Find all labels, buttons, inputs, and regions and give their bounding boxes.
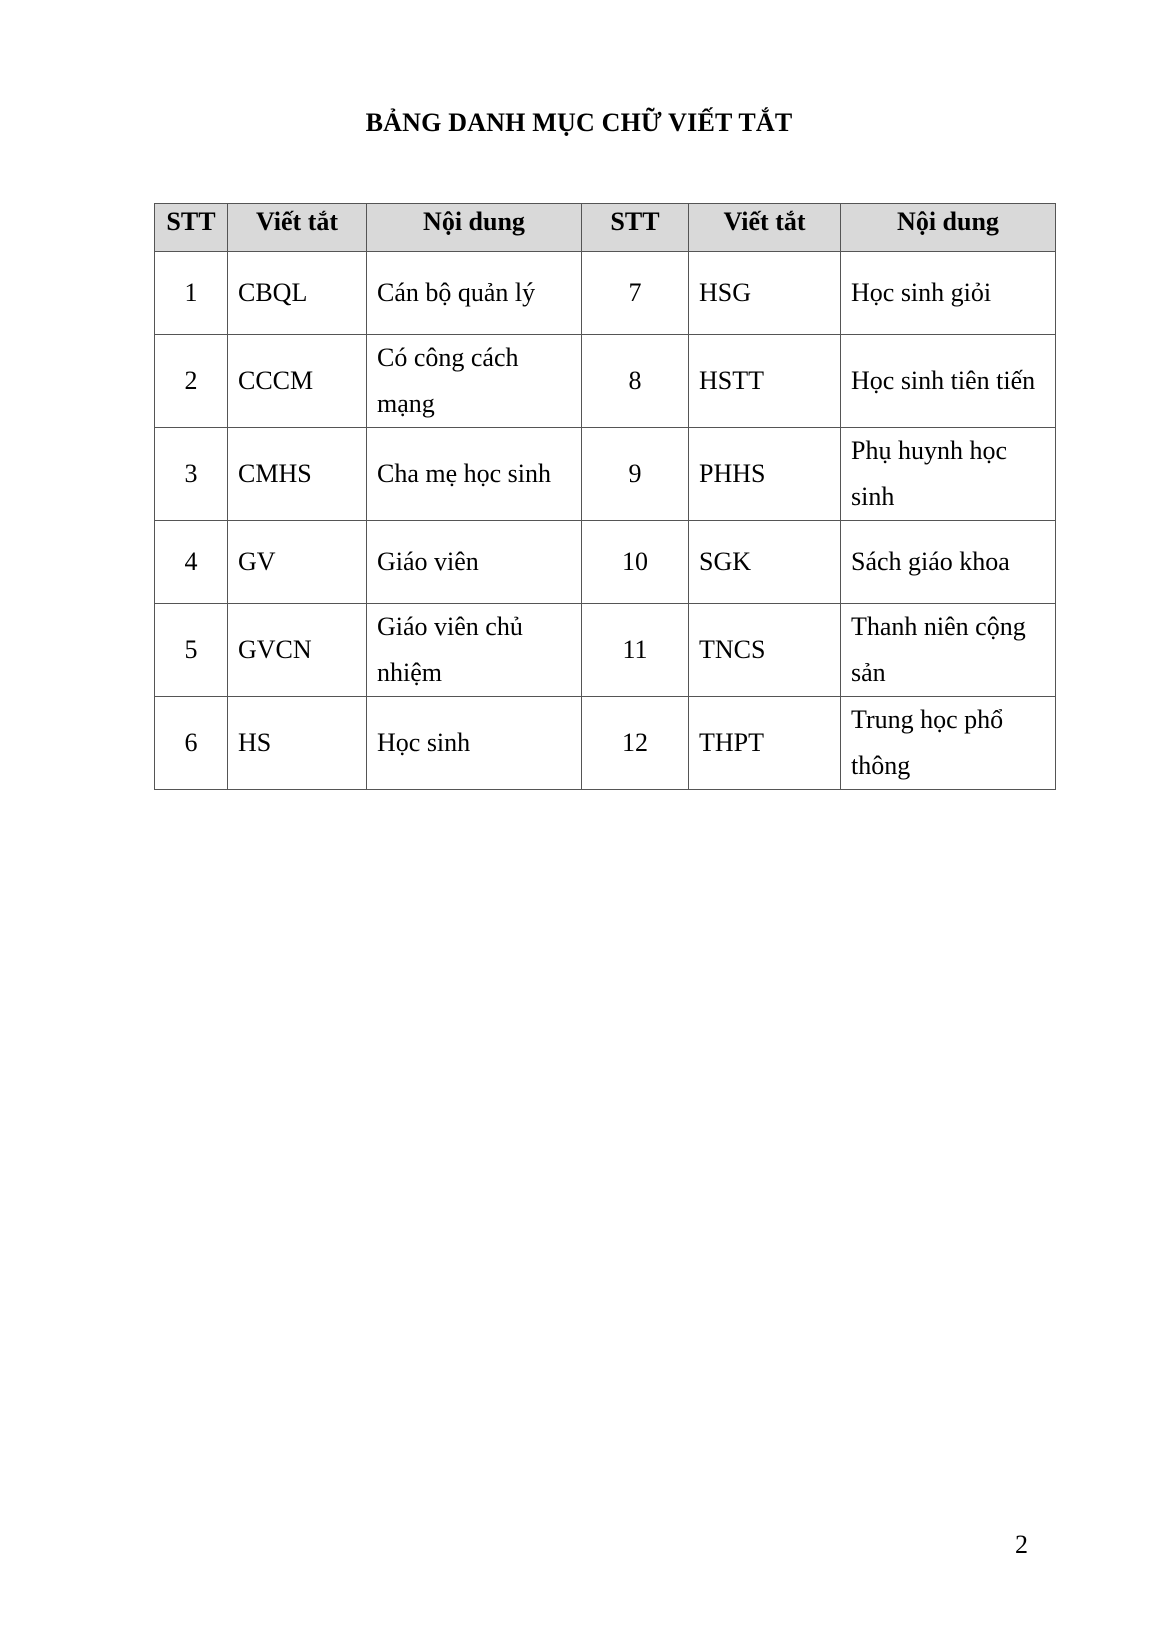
cell-content: Cán bộ quản lý [367, 252, 582, 335]
cell-stt: 12 [582, 697, 689, 790]
table-row [155, 521, 1056, 604]
cell-content: Giáo viên chủ nhiệm [367, 604, 582, 697]
cell-stt: 8 [582, 335, 689, 428]
cell-abbreviation: PHHS [689, 428, 841, 521]
cell-abbreviation: CBQL [228, 252, 367, 335]
cell-stt: 11 [582, 604, 689, 697]
cell-content: Phụ huynh học sinh [841, 428, 1056, 521]
cell-abbreviation: SGK [689, 521, 841, 604]
cell-stt: 3 [155, 428, 228, 521]
cell-abbreviation: CMHS [228, 428, 367, 521]
cell-stt: 6 [155, 697, 228, 790]
cell-abbreviation: HSTT [689, 335, 841, 428]
cell-stt: 10 [582, 521, 689, 604]
cell-content: Trung học phổ thông [841, 697, 1056, 790]
header-stt: STT [155, 204, 228, 252]
table-row [155, 428, 1056, 521]
cell-abbreviation: THPT [689, 697, 841, 790]
cell-abbreviation: GVCN [228, 604, 367, 697]
header-content: Nội dung [841, 204, 1056, 252]
header-abbreviation: Viết tắt [228, 204, 367, 252]
cell-content: Cha mẹ học sinh [367, 428, 582, 521]
cell-content: Có công cách mạng [367, 335, 582, 428]
cell-stt: 7 [582, 252, 689, 335]
cell-content: Thanh niên cộng sản [841, 604, 1056, 697]
cell-content: Giáo viên [367, 521, 582, 604]
header-content: Nội dung [367, 204, 582, 252]
page-title: BẢNG DANH MỤC CHỮ VIẾT TẮT [365, 108, 793, 137]
abbreviation-table [154, 203, 1056, 790]
table-row [155, 604, 1056, 697]
cell-abbreviation: GV [228, 521, 367, 604]
table-row [155, 335, 1056, 428]
cell-abbreviation: HS [228, 697, 367, 790]
cell-stt: 1 [155, 252, 228, 335]
cell-stt: 2 [155, 335, 228, 428]
cell-content: Sách giáo khoa [841, 521, 1056, 604]
cell-content: Học sinh [367, 697, 582, 790]
cell-abbreviation: TNCS [689, 604, 841, 697]
table-row [155, 252, 1056, 335]
header-stt: STT [582, 204, 689, 252]
cell-content: Học sinh giỏi [841, 252, 1056, 335]
table-header-row [155, 204, 1056, 252]
cell-abbreviation: CCCM [228, 335, 367, 428]
cell-stt: 5 [155, 604, 228, 697]
page-number: 2 [1015, 1530, 1028, 1559]
cell-abbreviation: HSG [689, 252, 841, 335]
cell-content: Học sinh tiên tiến [841, 335, 1056, 428]
table-row [155, 697, 1056, 790]
header-abbreviation: Viết tắt [689, 204, 841, 252]
cell-stt: 9 [582, 428, 689, 521]
cell-stt: 4 [155, 521, 228, 604]
